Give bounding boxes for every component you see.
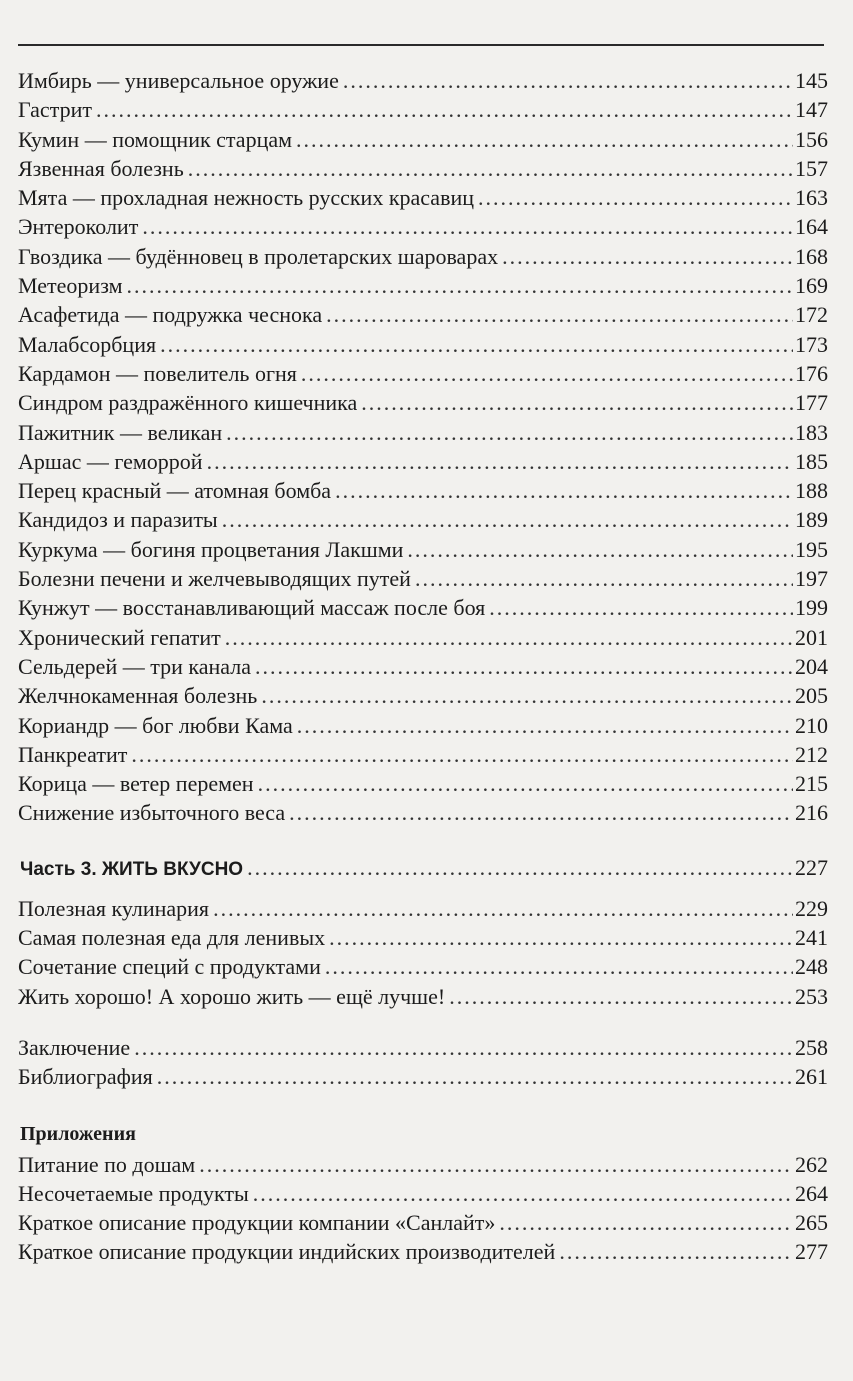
leader-dots [343,66,793,95]
entry-page-number: 195 [795,536,828,562]
entry-page-number: 216 [795,800,828,826]
toc-entry [6,271,828,300]
entry-page-number: 156 [795,126,828,152]
toc-entry [6,711,828,740]
entry-page-number: 248 [795,954,828,980]
leader-dots [325,952,793,981]
entry-page-number: 253 [795,983,828,1009]
entry-title: Синдром раздражённого кишечника [18,390,358,416]
entry-title: Заключение [18,1034,131,1060]
entry-page-number: 183 [795,419,828,445]
entry-title: Питание по дошам [18,1151,196,1177]
entry-title: Гастрит [18,97,92,123]
entry-page-number: 169 [795,273,828,299]
leader-dots [222,505,793,534]
entry-page-number: 168 [795,243,828,269]
part-page: 227 [795,854,828,880]
leader-dots [131,740,793,769]
toc-entry [6,982,828,1011]
leader-dots [255,652,793,681]
toc-entry [6,447,828,476]
entry-title: Кумин — помощник старцам [18,126,293,152]
toc-closing-entries [6,1033,828,1092]
toc-entry [6,564,828,593]
entry-title: Кориандр — бог любви Кама [18,712,293,738]
appendix-heading: Приложения [20,1122,136,1145]
toc-entry [6,95,828,124]
toc-entry [6,652,828,681]
toc-entry [6,1033,828,1062]
entry-page-number: 261 [795,1064,828,1090]
entry-page-number: 205 [795,683,828,709]
toc-entry [6,681,828,710]
toc-entry [6,1179,828,1208]
table-of-contents [6,66,828,1267]
entry-title: Гвоздика — будённовец в пролетарских шароварах [18,243,499,269]
part-title: Часть 3. ЖИТЬ ВКУСНО [20,858,244,880]
leader-dots [142,212,793,241]
entry-page-number: 212 [795,741,828,767]
entry-title: Хронический гепатит [18,624,221,650]
entry-page-number: 188 [795,478,828,504]
leader-dots [160,330,793,359]
entry-title: Желчнокаменная болезнь [18,683,258,709]
entry-title: Кунжут — восстанавливающий массаж после боя [18,595,486,621]
leader-dots [289,798,793,827]
entry-page-number: 173 [795,331,828,357]
entry-title: Перец красный — атомная бомба [18,478,332,504]
toc-entry [6,1237,828,1266]
toc-entry [6,1208,828,1237]
toc-entry [6,359,828,388]
leader-dots [335,476,793,505]
leader-dots [247,848,793,888]
leader-dots [301,359,793,388]
leader-dots [188,154,793,183]
entry-page-number: 145 [795,68,828,93]
leader-dots [253,1179,793,1208]
entry-page-number: 264 [795,1180,828,1206]
toc-entry [6,923,828,952]
leader-dots [326,300,793,329]
toc-entry [6,300,828,329]
toc-entry [6,593,828,622]
leader-dots [157,1062,793,1091]
leader-dots [213,894,793,923]
entry-title: Сельдерей — три канала [18,653,251,679]
toc-entry [6,535,828,564]
entry-title: Мята — прохладная нежность русских красавиц [18,185,475,211]
entry-title: Панкреатит [18,741,128,767]
entry-title: Аршас — геморрой [18,448,203,474]
toc-entry [6,330,828,359]
entry-page-number: 229 [795,895,828,921]
entry-page-number: 204 [795,653,828,679]
toc-entry [6,476,828,505]
toc-entry [6,66,828,95]
toc-entry [6,125,828,154]
leader-dots [297,711,793,740]
entry-page-number: 258 [795,1034,828,1060]
entry-title: Полезная кулинария [18,895,210,921]
spacer [6,1011,828,1033]
entry-title: Кардамон — повелитель огня [18,360,297,386]
entry-page-number: 201 [795,624,828,650]
entry-title: Краткое описание продукции индийских производителей [18,1239,556,1265]
toc-entry [6,1062,828,1091]
entry-page-number: 185 [795,448,828,474]
entry-title: Несочетаемые продукты [18,1180,249,1206]
entry-page-number: 265 [795,1210,828,1236]
entry-page-number: 241 [795,925,828,951]
entry-page-number: 277 [795,1239,828,1265]
toc-entry [6,740,828,769]
leader-dots [261,681,793,710]
leader-dots [407,535,793,564]
toc-appendix-entries [6,1150,828,1267]
leader-dots [499,1208,793,1237]
entry-page-number: 176 [795,360,828,386]
leader-dots [127,271,794,300]
leader-dots [199,1150,793,1179]
entry-page-number: 262 [795,1151,828,1177]
leader-dots [296,125,793,154]
leader-dots [329,923,793,952]
entry-title: Метеоризм [18,273,123,299]
entry-title: Куркума — богиня процветания Лакшми [18,536,404,562]
leader-dots [258,769,793,798]
entry-title: Корица — ветер перемен [18,771,254,797]
leader-dots [449,982,793,1011]
entry-title: Кандидоз и паразиты [18,507,218,533]
entry-page-number: 189 [795,507,828,533]
entry-title: Язвенная болезнь [18,155,184,181]
leader-dots [134,1033,793,1062]
toc-part3-entries [6,894,828,1011]
entry-title: Самая полезная еда для ленивых [18,925,326,951]
entry-title: Асафетида — подружка чеснока [18,302,323,328]
toc-entry [6,1150,828,1179]
toc-entry [6,505,828,534]
entry-title: Библиография [18,1064,153,1090]
toc-entry [6,952,828,981]
entry-page-number: 215 [795,771,828,797]
entry-title: Пажитник — великан [18,419,223,445]
entry-page-number: 172 [795,302,828,328]
entry-page-number: 164 [795,214,828,240]
entry-title: Имбирь — универсальное оружие [18,68,339,93]
toc-entry [6,154,828,183]
entry-title: Краткое описание продукции компании «Санлайт» [18,1210,496,1236]
leader-dots [478,183,793,212]
leader-dots [226,418,793,447]
leader-dots [96,95,793,124]
leader-dots [489,593,793,622]
toc-entry [6,894,828,923]
entry-title: Энтероколит [18,214,139,240]
toc-entry [6,242,828,271]
leader-dots [225,623,793,652]
leader-dots [415,564,793,593]
entry-title: Сочетание специй с продуктами [18,954,321,980]
top-rule [18,44,824,46]
toc-entry [6,388,828,417]
toc-entry [6,418,828,447]
toc-entry [6,623,828,652]
toc-entry [6,798,828,827]
entry-title: Болезни печени и желчевыводящих путей [18,566,411,592]
entry-title: Малабсорбция [18,331,157,357]
entry-title: Снижение избыточного веса [18,800,286,826]
toc-entry [6,769,828,798]
entry-page-number: 147 [795,97,828,123]
entry-page-number: 163 [795,185,828,211]
entry-page-number: 210 [795,712,828,738]
entry-page-number: 197 [795,566,828,592]
leader-dots [502,242,793,271]
entry-page-number: 199 [795,595,828,621]
entry-page-number: 157 [795,155,828,181]
entry-page-number: 177 [795,390,828,416]
spacer [6,1092,828,1114]
leader-dots [207,447,793,476]
leader-dots [361,388,793,417]
entry-title: Жить хорошо! А хорошо жить — ещё лучше! [18,983,446,1009]
toc-entries [6,66,828,828]
leader-dots [559,1237,793,1266]
toc-part-heading [6,848,828,888]
toc-entry [6,183,828,212]
toc-entry [6,212,828,241]
